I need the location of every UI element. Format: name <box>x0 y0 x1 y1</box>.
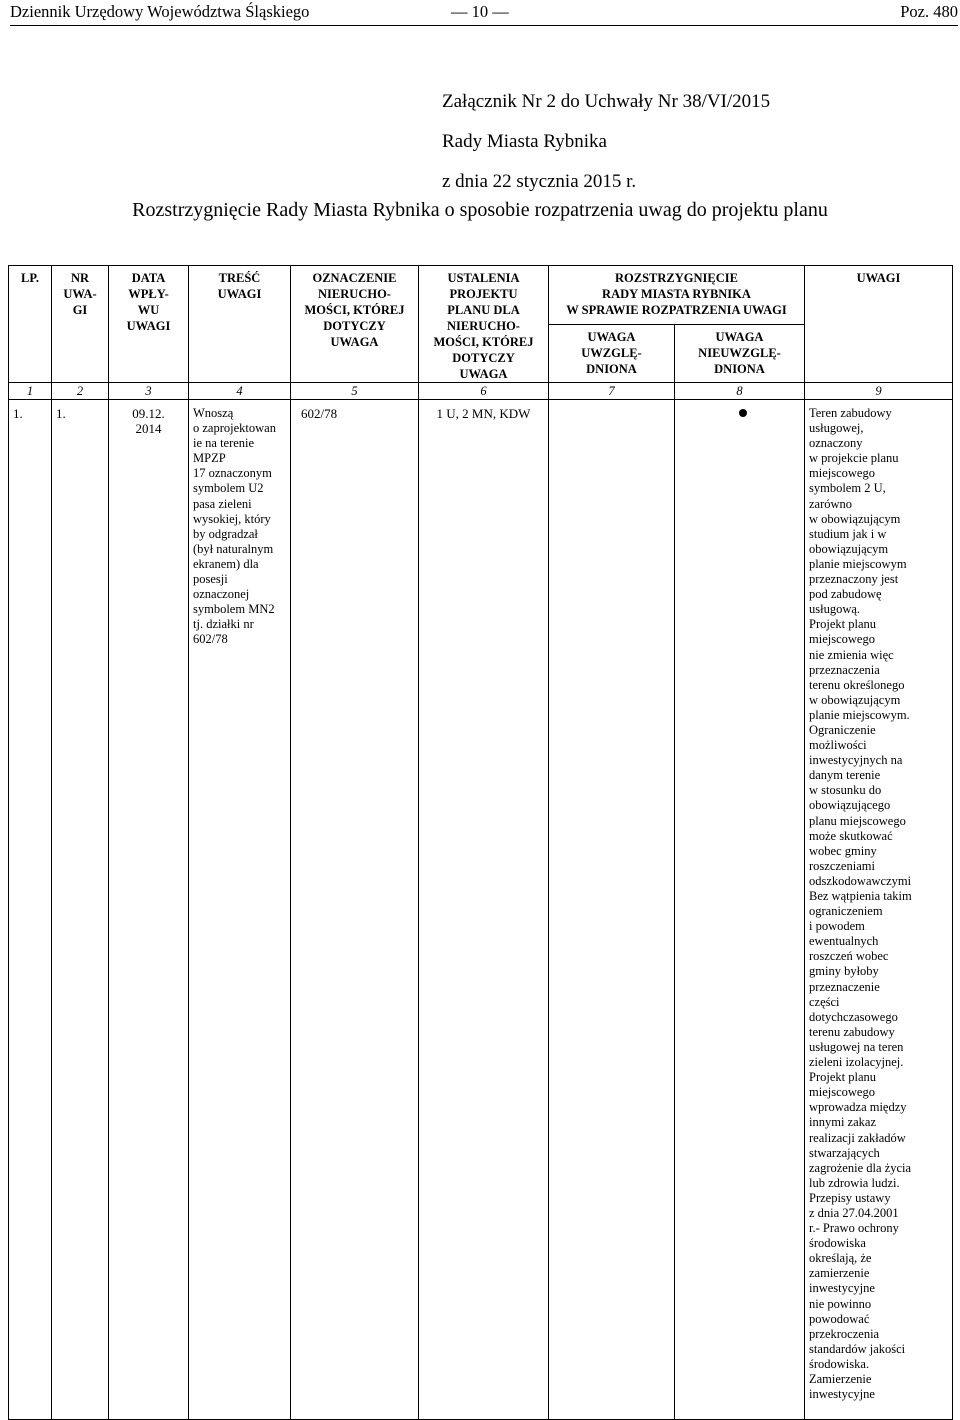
cell-line: pasa zieleni <box>193 496 252 511</box>
cell-line: przeznaczony jest <box>809 572 899 587</box>
cell-line: z dnia 27.04.2001 <box>809 1205 899 1220</box>
cell-line: Przepisy ustawy <box>809 1190 891 1205</box>
header-line: OZNACZENIE <box>312 271 397 285</box>
cell-line: ie na terenie <box>193 436 255 451</box>
cell-line: inwestycyjne <box>809 1281 875 1296</box>
cell-line: Teren zabudowy <box>809 406 892 420</box>
header-line: UWAGA <box>330 335 379 349</box>
cell-line: miejscowego <box>809 632 875 647</box>
position-number: Poz. 480 <box>900 2 958 21</box>
cell-nr <box>52 400 109 1420</box>
cell-line: 2014 <box>135 421 162 437</box>
cell-line: 17 oznaczonym <box>193 466 272 481</box>
cell-ustalenia <box>419 400 549 1420</box>
attachment-line: z dnia 22 stycznia 2015 r. <box>442 171 637 192</box>
cell-line: przekroczenia <box>809 1326 880 1341</box>
cell-line: oznaczonej <box>193 587 250 602</box>
cell-line: zagrożenie dla życia <box>809 1160 912 1175</box>
header-rule <box>10 25 958 26</box>
header-nr <box>52 266 109 383</box>
cell-line: terenu zabudowy <box>809 1024 895 1039</box>
header-line: UWAGI <box>856 271 901 285</box>
column-number: 5 <box>291 383 419 400</box>
cell-lp <box>9 400 52 1420</box>
column-number: 3 <box>109 383 189 400</box>
header-uwzgledniona <box>549 324 675 383</box>
cell-line: nie zmienia więc <box>809 647 894 662</box>
cell-line: powodować <box>809 1311 870 1326</box>
header-line: UWAGI <box>217 287 262 301</box>
cell-line: określają, że <box>809 1251 872 1266</box>
cell-line: wobec gminy <box>809 843 877 858</box>
cell-line: symbolem U2 <box>193 481 264 496</box>
cell-line: Bez wątpienia takim <box>809 889 912 903</box>
cell-line: przeznaczenia <box>809 662 880 677</box>
cell-line: może skutkować <box>809 828 893 843</box>
header-line: DNIONA <box>714 361 765 376</box>
table-row <box>9 400 953 1420</box>
header-line: W SPRAWIE ROZPATRZENIA UWAGI <box>566 303 787 317</box>
header-line: LP. <box>21 271 39 285</box>
column-number: 9 <box>805 383 953 400</box>
cell-line: o zaprojektowan <box>193 421 276 436</box>
cell-line: możliwości <box>809 738 867 753</box>
header-line: NR <box>70 271 90 285</box>
document-title: Rozstrzygnięcie Rady Miasta Rybnika o sposobie rozpatrzenia uwag do projektu planu <box>132 199 828 221</box>
header-line: UWA- <box>63 287 97 301</box>
cell-line: gminy byłoby <box>809 964 879 979</box>
cell-line: realizacji zakładów <box>809 1130 906 1145</box>
column-number: 2 <box>52 383 109 400</box>
cell-line: wprowadza między <box>809 1100 907 1115</box>
cell-line: symbolem 2 U, <box>809 481 886 496</box>
cell-line: usługowej na teren <box>809 1039 904 1054</box>
bullet-marker-icon <box>739 409 747 417</box>
cell-line: Ograniczenie <box>809 722 876 737</box>
tresc-lines <box>193 406 286 648</box>
cell-line: danym terenie <box>809 768 881 783</box>
column-number: 4 <box>189 383 291 400</box>
cell-line: roszczeń wobec <box>809 949 889 964</box>
uwagi-lines <box>809 406 948 1402</box>
marker-wrap <box>679 406 800 422</box>
comments-table <box>8 265 953 1420</box>
column-number: 8 <box>675 383 805 400</box>
cell-line: planie miejscowym. <box>809 707 910 722</box>
header-line: DNIONA <box>586 361 637 376</box>
cell-line: oznaczony <box>809 436 863 451</box>
cell-oznaczenie <box>291 400 419 1420</box>
cell-line: wysokiej, który <box>193 511 271 526</box>
cell-line: inwestycyjne <box>809 1387 875 1402</box>
header-line: NIERUCHO- <box>318 287 391 301</box>
cell-nieuwzgledniona <box>675 400 805 1420</box>
cell-uwzgledniona <box>549 400 675 1420</box>
header-line: USTALENIA <box>447 271 520 285</box>
cell-line: i powodem <box>809 919 865 934</box>
cell-line: Projekt planu <box>809 1070 877 1085</box>
header-line: MOŚCI, KTÓREJ <box>433 335 534 349</box>
cell-line: planie miejscowym <box>809 556 907 571</box>
cell-uwagi <box>805 400 953 1420</box>
header-line: PLANU DLA <box>447 303 520 317</box>
cell-line: standardów jakości <box>809 1341 906 1356</box>
page-number: — 10 — <box>451 2 509 21</box>
cell-line: środowiska. <box>809 1356 870 1371</box>
cell-line: dotychczasowego <box>809 1009 898 1024</box>
cell-line: w obowiązującym <box>809 511 901 526</box>
cell-line: posesji <box>193 572 228 587</box>
attachment-block <box>442 82 770 202</box>
running-header <box>10 2 958 24</box>
header-line: UWAGI <box>126 319 171 333</box>
cell-line: nie powinno <box>809 1296 872 1311</box>
cell-line: by odgradzał <box>193 526 258 541</box>
header-oznaczenie <box>291 266 419 383</box>
header-tresc <box>189 266 291 383</box>
cell-line: obowiązującym <box>809 541 889 556</box>
header-line: DATA <box>131 271 166 285</box>
cell-line: w stosunku do <box>809 783 882 798</box>
attachment-line: Rady Miasta Rybnika <box>442 131 607 152</box>
cell-line: w obowiązującym <box>809 692 901 707</box>
column-number: 1 <box>9 383 52 400</box>
cell-line: studium jak i w <box>809 526 887 541</box>
cell-line: 1 U, 2 MN, KDW <box>436 406 531 421</box>
header-line: RADY MIASTA RYBNIKA <box>602 287 751 301</box>
cell-line: stwarzających <box>809 1145 880 1160</box>
cell-line: ograniczeniem <box>809 904 883 919</box>
cell-line: pod zabudowę <box>809 587 882 602</box>
cell-line: ewentualnych <box>809 934 879 949</box>
header-line: NIERUCHO- <box>447 319 520 333</box>
cell-line: Wnoszą <box>193 406 234 420</box>
cell-line: zarówno <box>809 496 853 511</box>
cell-line: lub zdrowia ludzi. <box>809 1175 900 1190</box>
cell-line: planu miejscowego <box>809 813 906 828</box>
cell-line: przeznaczenie <box>809 979 880 994</box>
header-line: DOTYCZY <box>323 319 386 333</box>
cell-line: 1. <box>56 406 66 421</box>
cell-line: r.- Prawo ochrony <box>809 1221 899 1236</box>
header-line: TREŚĆ <box>218 271 261 285</box>
cell-line: ekranem) dla <box>193 556 259 571</box>
cell-line: obowiązującego <box>809 798 891 813</box>
cell-line: innymi zakaz <box>809 1115 876 1130</box>
cell-line: MPZP <box>193 451 226 466</box>
header-line: WPŁY- <box>128 287 169 301</box>
header-lp <box>9 266 52 383</box>
header-line: ROZSTRZYGNIĘCIE <box>615 271 738 285</box>
cell-line: terenu określonego <box>809 677 905 692</box>
header-line: PROJEKTU <box>449 287 518 301</box>
header-line: NIEUWZGLĘ- <box>698 345 781 360</box>
cell-line: miejscowego <box>809 466 875 481</box>
cell-line: inwestycyjnych na <box>809 753 903 768</box>
header-line: GI <box>72 303 88 317</box>
header-data <box>109 266 189 383</box>
cell-line: 602/78 <box>301 406 338 421</box>
cell-tresc <box>189 400 291 1420</box>
gazette-name: Dziennik Urzędowy Województwa Śląskiego <box>10 2 310 21</box>
header-line: UWAGA <box>587 329 636 344</box>
header-line: MOŚCI, KTÓREJ <box>304 303 405 317</box>
header-ustalenia <box>419 266 549 383</box>
header-line: UWZGLĘ- <box>581 345 642 360</box>
cell-line: usługową. <box>809 602 861 617</box>
cell-line: 602/78 <box>193 632 228 647</box>
header-line: UWAGA <box>459 367 508 381</box>
attachment-line: Załącznik Nr 2 do Uchwały Nr 38/VI/2015 <box>442 91 771 112</box>
header-line: WU <box>137 303 160 317</box>
cell-line: usługowej, <box>809 421 864 436</box>
cell-line: w projekcie planu <box>809 451 899 466</box>
cell-line: Zamierzenie <box>809 1372 872 1386</box>
cell-line: miejscowego <box>809 1085 875 1100</box>
cell-line: Projekt planu <box>809 617 877 632</box>
cell-line: (był naturalnym <box>193 541 274 556</box>
header-line: UWAGA <box>715 329 764 344</box>
cell-line: 09.12. <box>132 406 165 421</box>
column-number: 6 <box>419 383 549 400</box>
cell-line: 1. <box>13 406 23 421</box>
cell-line: roszczeniami <box>809 858 875 873</box>
cell-line: zamierzenie <box>809 1266 870 1281</box>
cell-line: środowiska <box>809 1236 866 1251</box>
cell-line: odszkodowawczymi <box>809 873 912 888</box>
column-number-row <box>9 383 953 400</box>
header-rozstrzygniecie <box>549 266 805 325</box>
cell-line: tj. działki nr <box>193 617 254 632</box>
cell-data <box>109 400 189 1420</box>
header-nieuwzgledniona <box>675 324 805 383</box>
cell-line: części <box>809 994 840 1009</box>
cell-line: zieleni izolacyjnej. <box>809 1055 904 1070</box>
header-uwagi <box>805 266 953 383</box>
cell-line: symbolem MN2 <box>193 602 275 617</box>
column-number: 7 <box>549 383 675 400</box>
header-line: DOTYCZY <box>452 351 515 365</box>
